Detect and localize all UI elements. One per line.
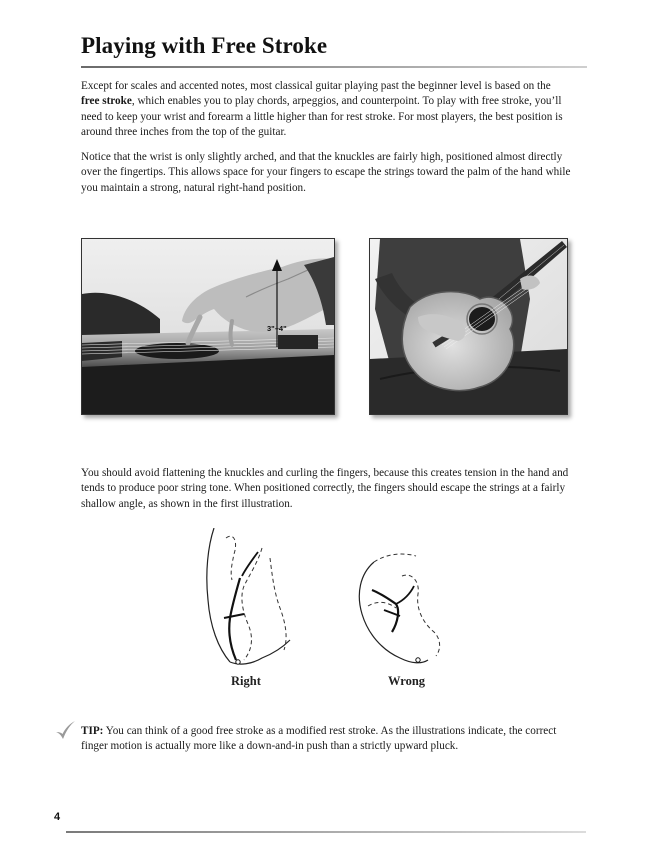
seated-guitarist-photo — [369, 238, 568, 415]
tip-paragraph — [81, 724, 571, 755]
tip-label: TIP: — [81, 725, 104, 737]
title-rule — [81, 66, 587, 68]
measurement-label: 3"–4" — [267, 324, 287, 333]
right-finger-illustration — [200, 528, 292, 670]
footer-rule — [66, 831, 586, 833]
paragraph-knuckles: You should avoid flattening the knuckles and curling the fingers, because this creates tension in the hand and tends to produce poor string tone. When positioned correctly, the fingers should escape the strings at a fairly shallow angle, as shown in the first illustration. — [81, 467, 569, 510]
checkmark-icon — [54, 720, 76, 742]
hand-closeup-photo — [81, 238, 335, 415]
right-caption: Right — [231, 674, 261, 688]
paragraph-intro-text: Except for scales and accented notes, most classical guitar playing past the beginner level is based on the — [81, 80, 551, 92]
paragraph-intro-text-end: , which enables you to play chords, arpeggios, and counterpoint. To play with free stroke, you’ll need to keep your wrist and forearm a little higher than for rest stroke. For most players, the best position is around three inches from the top of the guitar. — [81, 95, 563, 139]
wrong-finger-illustration — [348, 550, 448, 668]
paragraph-intro — [81, 79, 571, 141]
free-stroke-term: free stroke — [81, 95, 132, 108]
tip-text: You can think of a good free stroke as a modified rest stroke. As the illustrations indicate, the correct finger motion is actually more like a down-and-in push than a strictly upward pluck. — [81, 725, 557, 753]
page-title: Playing with Free Stroke — [81, 33, 328, 58]
paragraph-wrist: Notice that the wrist is only slightly arched, and that the knuckles are fairly high, positioned almost directly over the fingertips. This allows space for your fingers to escape the strings toward the palm of the hand while you maintain a strong, natural right-hand position. — [81, 151, 571, 194]
wrong-caption: Wrong — [388, 674, 426, 688]
page-number: 4 — [54, 811, 61, 823]
